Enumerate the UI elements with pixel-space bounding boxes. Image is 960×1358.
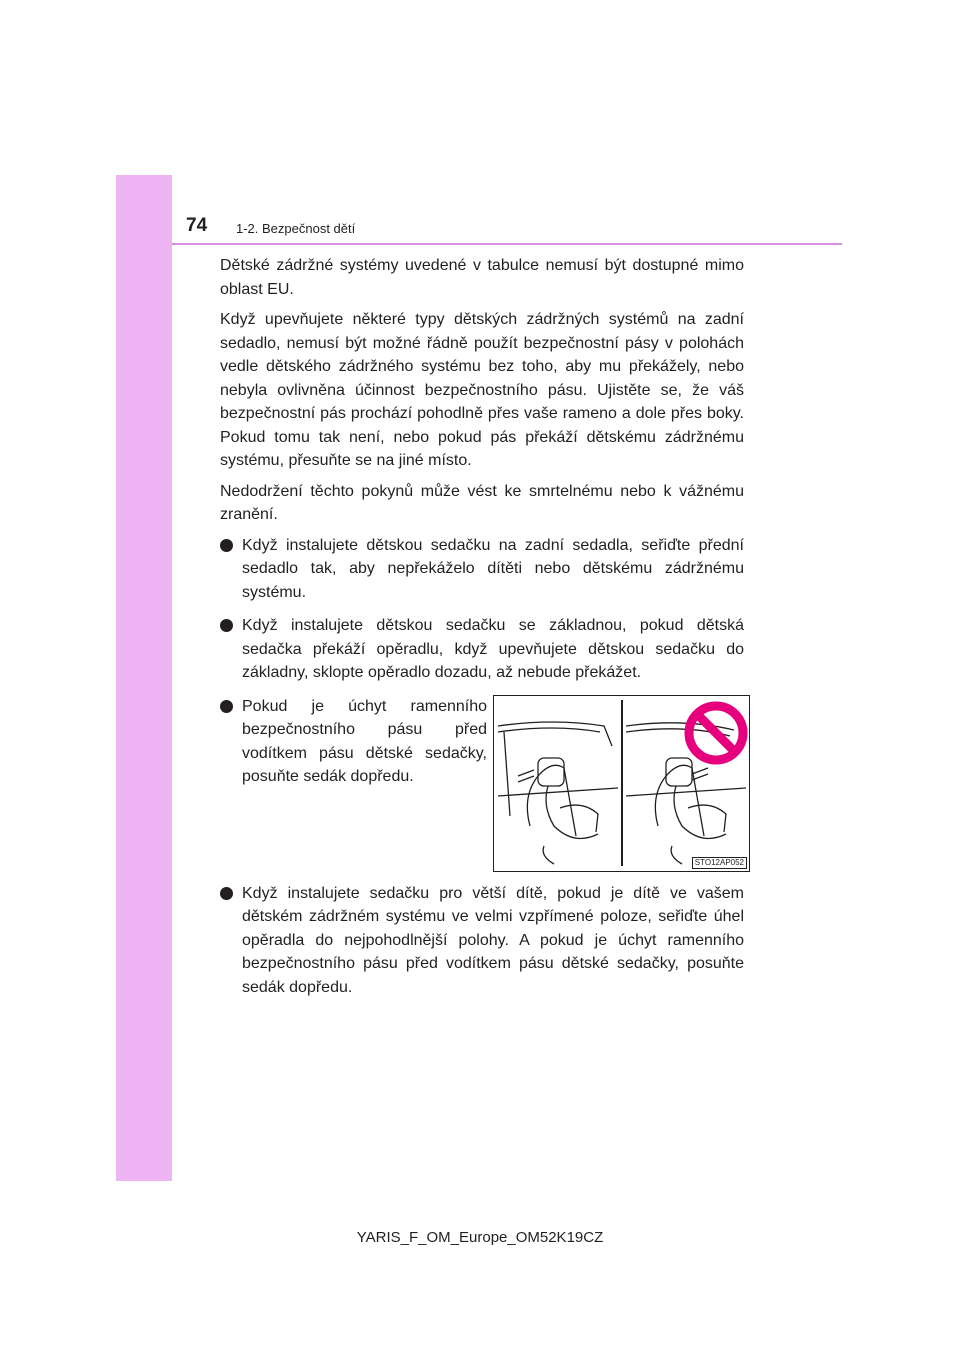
bullet-dot-icon [220,619,233,632]
prohibition-icon [689,706,743,760]
bullet-dot-icon [220,539,233,552]
paragraph-availability: Dětské zádržné systémy uvedené v tabulce nemusí být dostupné mimo oblast EU. [220,257,744,298]
page-number: 74 [186,215,208,236]
paragraph-seatbelt-placement: Když upevňujete některé typy dětských zádržných systémů na zadní sedadlo, nemusí být možné řádně použít bezpečnostní pásy v polohách vedle dětského zádržného systému bez toho, aby mu překážely, nebo nebyla ovlivněna účinnost bezpečnostního pásu. Ujistěte se, že váš bezpečnostní pás prochází pohodlně přes vaše rameno a dole přes boky. Pokud tomu tak není, nebo pokud pás překáží dětskému zádržnému systému, přesuňte se na jiné místo. [220,311,744,469]
bullet-seat-base [220,614,744,685]
section-title: 1-2. Bezpečnost dětí [236,221,356,236]
bullet-dot-icon [220,887,233,900]
bullet-text: Když instalujete dětskou sedačku se základnou, pokud dětská sedačka překáží opěradlu, když upevňujete dětskou sedačku do základny, sklopte opěradlo dozadu, až nebude překážet. [242,617,744,681]
bullet-front-seat [220,534,744,605]
bullet-shoulder-anchor [220,695,487,862]
figure-code: STO12AP052 [692,857,747,869]
side-color-band [116,175,172,1181]
page-content [220,254,744,1009]
bullet-booster-seat [220,882,744,1000]
header-divider [172,243,842,245]
illustration-child-seat [493,695,750,872]
child-seat-illustration [494,696,749,871]
paragraph-warning: Nedodržení těchto pokynů může vést ke smrtelnému nebo k vážnému zranění. [220,482,744,523]
bullet-text: Když instalujete dětskou sedačku na zadní sedadla, seřiďte přední sedadlo tak, aby nepřekáželo dítěti nebo dětskému zádržnému systému. [242,536,744,601]
bullet-dot-icon [220,700,233,713]
figure-row [220,695,744,872]
bullet-text: Když instalujete sedačku pro větší dítě, pokud je dítě ve vašem dětském zádržném systému ve velmi vzpřímené poloze, seřiďte úhel opěradla do nejpohodlnější polohy. A pokud je úchyt ramenního bezpečnostního pásu před vodítkem pásu dětské sedačky, posuňte sedák dopředu. [242,884,744,996]
bullet-text: Pokud je úchyt ramenního bezpečnostního pásu před vodítkem pásu dětské sedačky, posuňte sedák dopředu. [242,697,487,785]
document-id-footer: YARIS_F_OM_Europe_OM52K19CZ [356,1229,604,1246]
